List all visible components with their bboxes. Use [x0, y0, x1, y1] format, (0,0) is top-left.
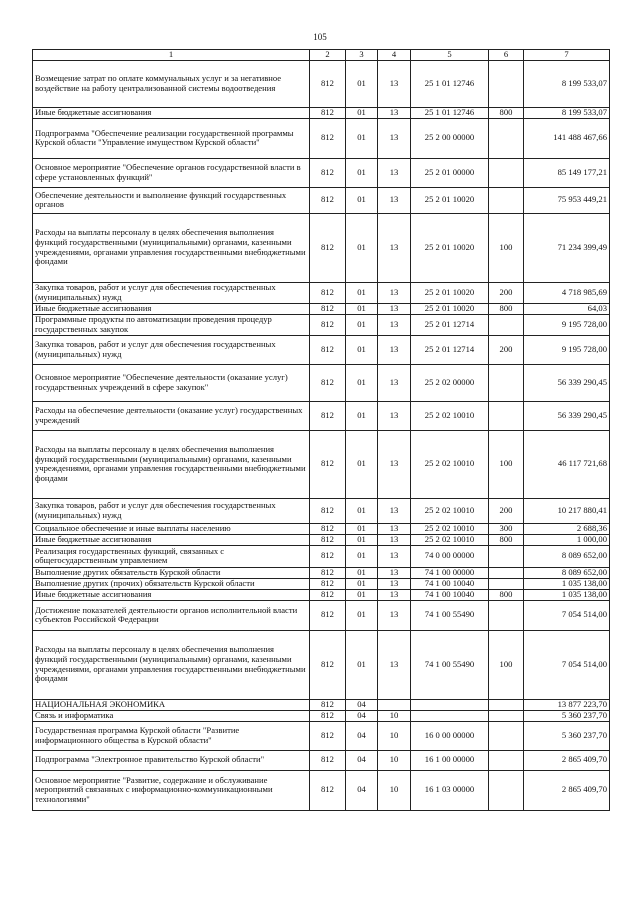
- table-body: [33, 50, 610, 811]
- row-grbs-cell: 812: [310, 60, 346, 107]
- table-row: [33, 534, 610, 545]
- row-csr-cell: 74 1 00 55490: [411, 630, 489, 699]
- row-grbs-cell: 812: [310, 770, 346, 810]
- row-csr-cell: [411, 710, 489, 721]
- row-pr-cell: 13: [378, 430, 411, 498]
- row-rz-cell: 01: [346, 523, 378, 534]
- row-grbs-cell: 812: [310, 158, 346, 187]
- row-vr-cell: [489, 545, 524, 567]
- row-grbs-cell: 812: [310, 335, 346, 364]
- row-rz-cell: 04: [346, 699, 378, 710]
- row-vr-cell: [489, 578, 524, 589]
- row-csr-cell: 25 1 01 12746: [411, 107, 489, 118]
- row-vr-cell: [489, 567, 524, 578]
- row-rz-cell: 01: [346, 600, 378, 630]
- row-name-cell: Расходы на выплаты персоналу в целях обеспечения выполнения функций государственными (муниципальными) органами, казенными учреждениями, органами управления государственными внебюджетными фондами: [33, 630, 310, 699]
- row-vr-cell: 200: [489, 498, 524, 523]
- row-rz-cell: 01: [346, 534, 378, 545]
- row-rz-cell: 01: [346, 498, 378, 523]
- row-rz-cell: 01: [346, 158, 378, 187]
- row-name-cell: Достижение показателей деятельности органов исполнительной власти субъектов Российской Федерации: [33, 600, 310, 630]
- row-rz-cell: 04: [346, 721, 378, 750]
- row-sum-cell: 10 217 880,41: [524, 498, 610, 523]
- row-pr-cell: 13: [378, 589, 411, 600]
- table-header-row: [33, 50, 610, 61]
- row-rz-cell: 04: [346, 750, 378, 770]
- table-row: [33, 118, 610, 158]
- row-sum-cell: 2 865 409,70: [524, 750, 610, 770]
- table-row: [33, 770, 610, 810]
- row-grbs-cell: 812: [310, 282, 346, 303]
- row-name-cell: Подпрограмма "Обеспечение реализации государственной программы Курской области "Управление имуществом Курской области": [33, 118, 310, 158]
- header-cell: 7: [524, 50, 610, 61]
- row-pr-cell: 13: [378, 578, 411, 589]
- row-name-cell: Основное мероприятие "Обеспечение деятельности (оказание услуг) государственных учреждений в сфере закупок": [33, 364, 310, 401]
- table-row: [33, 158, 610, 187]
- row-pr-cell: 13: [378, 335, 411, 364]
- row-sum-cell: 5 360 237,70: [524, 721, 610, 750]
- row-rz-cell: 04: [346, 770, 378, 810]
- row-grbs-cell: 812: [310, 314, 346, 335]
- table-row: [33, 401, 610, 430]
- table-row: [33, 721, 610, 750]
- row-grbs-cell: 812: [310, 699, 346, 710]
- row-sum-cell: 9 195 728,00: [524, 335, 610, 364]
- row-sum-cell: 1 000,00: [524, 534, 610, 545]
- row-grbs-cell: 812: [310, 630, 346, 699]
- row-pr-cell: 13: [378, 107, 411, 118]
- header-cell: 5: [411, 50, 489, 61]
- row-vr-cell: 800: [489, 107, 524, 118]
- row-name-cell: Расходы на выплаты персоналу в целях обеспечения выполнения функций государственными (муниципальными) органами, казенными учреждениями, органами управления государственными внебюджетными фондами: [33, 430, 310, 498]
- row-sum-cell: 64,03: [524, 303, 610, 314]
- row-name-cell: Реализация государственных функций, связанных с общегосударственным управлением: [33, 545, 310, 567]
- row-name-cell: Возмещение затрат по оплате коммунальных услуг и за негативное воздействие на работу централизованной системы водоотведения: [33, 60, 310, 107]
- row-grbs-cell: 812: [310, 534, 346, 545]
- row-pr-cell: 13: [378, 498, 411, 523]
- header-cell: 1: [33, 50, 310, 61]
- row-vr-cell: [489, 721, 524, 750]
- row-sum-cell: 4 718 985,69: [524, 282, 610, 303]
- row-sum-cell: 8 089 652,00: [524, 567, 610, 578]
- row-vr-cell: 200: [489, 335, 524, 364]
- row-vr-cell: 800: [489, 303, 524, 314]
- header-cell: 6: [489, 50, 524, 61]
- row-sum-cell: 2 688,36: [524, 523, 610, 534]
- row-name-cell: Расходы на выплаты персоналу в целях обеспечения выполнения функций государственными (муниципальными) органами, казенными учреждениями, органами управления государственными внебюджетными фондами: [33, 213, 310, 282]
- table-row: [33, 335, 610, 364]
- row-sum-cell: 7 054 514,00: [524, 600, 610, 630]
- row-sum-cell: 1 035 138,00: [524, 589, 610, 600]
- row-csr-cell: 25 2 02 10010: [411, 534, 489, 545]
- row-vr-cell: [489, 600, 524, 630]
- row-sum-cell: 71 234 399,49: [524, 213, 610, 282]
- row-sum-cell: 8 089 652,00: [524, 545, 610, 567]
- row-rz-cell: 01: [346, 545, 378, 567]
- row-grbs-cell: 812: [310, 750, 346, 770]
- row-pr-cell: [378, 699, 411, 710]
- row-pr-cell: 10: [378, 750, 411, 770]
- row-vr-cell: 100: [489, 430, 524, 498]
- row-name-cell: Обеспечение деятельности и выполнение функций государственных органов: [33, 187, 310, 213]
- row-name-cell: Закупка товаров, работ и услуг для обеспечения государственных (муниципальных) нужд: [33, 498, 310, 523]
- row-name-cell: Иные бюджетные ассигнования: [33, 589, 310, 600]
- row-rz-cell: 04: [346, 710, 378, 721]
- row-grbs-cell: 812: [310, 107, 346, 118]
- row-grbs-cell: 812: [310, 545, 346, 567]
- row-name-cell: Закупка товаров, работ и услуг для обеспечения государственных (муниципальных) нужд: [33, 282, 310, 303]
- row-rz-cell: 01: [346, 118, 378, 158]
- table-row: [33, 699, 610, 710]
- row-grbs-cell: 812: [310, 364, 346, 401]
- row-pr-cell: 13: [378, 60, 411, 107]
- row-grbs-cell: 812: [310, 721, 346, 750]
- row-vr-cell: [489, 314, 524, 335]
- row-pr-cell: 13: [378, 158, 411, 187]
- table-row: [33, 498, 610, 523]
- row-sum-cell: 8 199 533,07: [524, 60, 610, 107]
- header-cell: 4: [378, 50, 411, 61]
- row-csr-cell: 16 1 00 00000: [411, 750, 489, 770]
- row-vr-cell: 200: [489, 282, 524, 303]
- table-row: [33, 187, 610, 213]
- row-pr-cell: 13: [378, 314, 411, 335]
- row-rz-cell: 01: [346, 303, 378, 314]
- row-name-cell: Иные бюджетные ассигнования: [33, 107, 310, 118]
- row-grbs-cell: 812: [310, 430, 346, 498]
- row-rz-cell: 01: [346, 282, 378, 303]
- row-csr-cell: 25 2 01 10020: [411, 282, 489, 303]
- row-pr-cell: 13: [378, 401, 411, 430]
- row-vr-cell: [489, 710, 524, 721]
- row-csr-cell: 25 2 01 10020: [411, 303, 489, 314]
- row-name-cell: Выполнение других обязательств Курской области: [33, 567, 310, 578]
- row-vr-cell: 800: [489, 534, 524, 545]
- header-cell: 3: [346, 50, 378, 61]
- row-grbs-cell: 812: [310, 589, 346, 600]
- row-csr-cell: 74 1 00 55490: [411, 600, 489, 630]
- table-row: [33, 60, 610, 107]
- row-rz-cell: 01: [346, 589, 378, 600]
- row-csr-cell: 25 2 02 10010: [411, 430, 489, 498]
- table-row: [33, 213, 610, 282]
- table-row: [33, 303, 610, 314]
- row-sum-cell: 5 360 237,70: [524, 710, 610, 721]
- row-name-cell: Основное мероприятие "Обеспечение органов государственной власти в сфере установленных функций": [33, 158, 310, 187]
- table-row: [33, 107, 610, 118]
- row-vr-cell: [489, 187, 524, 213]
- row-csr-cell: 25 2 01 12714: [411, 335, 489, 364]
- row-sum-cell: 56 339 290,45: [524, 401, 610, 430]
- row-sum-cell: 46 117 721,68: [524, 430, 610, 498]
- row-sum-cell: 141 488 467,66: [524, 118, 610, 158]
- row-sum-cell: 13 877 223,70: [524, 699, 610, 710]
- row-grbs-cell: 812: [310, 303, 346, 314]
- row-name-cell: Государственная программа Курской области "Развитие информационного общества в Курской области": [33, 721, 310, 750]
- row-name-cell: Программные продукты по автоматизации проведения процедур государственных закупок: [33, 314, 310, 335]
- row-grbs-cell: 812: [310, 187, 346, 213]
- row-pr-cell: 13: [378, 187, 411, 213]
- row-grbs-cell: 812: [310, 213, 346, 282]
- row-rz-cell: 01: [346, 107, 378, 118]
- row-vr-cell: 800: [489, 589, 524, 600]
- row-csr-cell: 25 2 01 12714: [411, 314, 489, 335]
- header-cell: 2: [310, 50, 346, 61]
- row-rz-cell: 01: [346, 630, 378, 699]
- row-vr-cell: 100: [489, 213, 524, 282]
- row-name-cell: Связь и информатика: [33, 710, 310, 721]
- row-rz-cell: 01: [346, 430, 378, 498]
- table-row: [33, 430, 610, 498]
- row-csr-cell: 25 2 02 10010: [411, 523, 489, 534]
- row-vr-cell: [489, 401, 524, 430]
- table-row: [33, 710, 610, 721]
- row-sum-cell: 7 054 514,00: [524, 630, 610, 699]
- row-name-cell: Основное мероприятие "Развитие, содержание и обслуживание мероприятий связанных с информационно-коммуникационными технологиями": [33, 770, 310, 810]
- row-sum-cell: 75 953 449,21: [524, 187, 610, 213]
- row-sum-cell: 2 865 409,70: [524, 770, 610, 810]
- table-row: [33, 567, 610, 578]
- row-pr-cell: 13: [378, 567, 411, 578]
- row-grbs-cell: 812: [310, 578, 346, 589]
- row-pr-cell: 13: [378, 523, 411, 534]
- row-pr-cell: 13: [378, 118, 411, 158]
- row-csr-cell: 25 2 01 10020: [411, 213, 489, 282]
- table-row: [33, 523, 610, 534]
- row-pr-cell: 10: [378, 721, 411, 750]
- row-sum-cell: 1 035 138,00: [524, 578, 610, 589]
- row-grbs-cell: 812: [310, 401, 346, 430]
- row-csr-cell: 74 0 00 00000: [411, 545, 489, 567]
- row-vr-cell: [489, 750, 524, 770]
- row-vr-cell: 300: [489, 523, 524, 534]
- row-csr-cell: 16 1 03 00000: [411, 770, 489, 810]
- row-vr-cell: 100: [489, 630, 524, 699]
- row-name-cell: Иные бюджетные ассигнования: [33, 534, 310, 545]
- row-grbs-cell: 812: [310, 523, 346, 534]
- table-row: [33, 578, 610, 589]
- row-pr-cell: 13: [378, 534, 411, 545]
- row-csr-cell: 25 2 02 10010: [411, 498, 489, 523]
- row-name-cell: Расходы на обеспечение деятельности (оказание услуг) государственных учреждений: [33, 401, 310, 430]
- row-name-cell: Закупка товаров, работ и услуг для обеспечения государственных (муниципальных) нужд: [33, 335, 310, 364]
- row-csr-cell: 16 0 00 00000: [411, 721, 489, 750]
- row-csr-cell: 25 1 01 12746: [411, 60, 489, 107]
- row-csr-cell: 25 2 00 00000: [411, 118, 489, 158]
- row-vr-cell: [489, 770, 524, 810]
- row-grbs-cell: 812: [310, 600, 346, 630]
- row-rz-cell: 01: [346, 401, 378, 430]
- row-name-cell: Иные бюджетные ассигнования: [33, 303, 310, 314]
- row-csr-cell: 74 1 00 10040: [411, 578, 489, 589]
- budget-table: [32, 49, 610, 811]
- row-vr-cell: [489, 60, 524, 107]
- row-grbs-cell: 812: [310, 498, 346, 523]
- row-pr-cell: 10: [378, 770, 411, 810]
- table-row: [33, 364, 610, 401]
- row-csr-cell: 25 2 02 00000: [411, 364, 489, 401]
- row-rz-cell: 01: [346, 578, 378, 589]
- row-name-cell: Подпрограмма "Электронное правительство Курской области": [33, 750, 310, 770]
- row-csr-cell: 25 2 01 10020: [411, 187, 489, 213]
- row-csr-cell: 74 1 00 10040: [411, 589, 489, 600]
- row-pr-cell: 13: [378, 545, 411, 567]
- row-pr-cell: 13: [378, 282, 411, 303]
- row-grbs-cell: 812: [310, 567, 346, 578]
- row-rz-cell: 01: [346, 213, 378, 282]
- row-rz-cell: 01: [346, 60, 378, 107]
- row-vr-cell: [489, 699, 524, 710]
- row-csr-cell: [411, 699, 489, 710]
- row-vr-cell: [489, 158, 524, 187]
- row-pr-cell: 13: [378, 630, 411, 699]
- table-row: [33, 750, 610, 770]
- table-row: [33, 282, 610, 303]
- row-csr-cell: 25 2 01 00000: [411, 158, 489, 187]
- row-pr-cell: 13: [378, 213, 411, 282]
- row-pr-cell: 13: [378, 600, 411, 630]
- table-row: [33, 600, 610, 630]
- row-pr-cell: 10: [378, 710, 411, 721]
- row-sum-cell: 9 195 728,00: [524, 314, 610, 335]
- row-sum-cell: 8 199 533,07: [524, 107, 610, 118]
- page-number: 105: [313, 32, 327, 42]
- row-vr-cell: [489, 118, 524, 158]
- row-vr-cell: [489, 364, 524, 401]
- row-rz-cell: 01: [346, 187, 378, 213]
- row-rz-cell: 01: [346, 364, 378, 401]
- row-grbs-cell: 812: [310, 710, 346, 721]
- row-rz-cell: 01: [346, 567, 378, 578]
- table-row: [33, 630, 610, 699]
- row-pr-cell: 13: [378, 364, 411, 401]
- row-sum-cell: 56 339 290,45: [524, 364, 610, 401]
- row-rz-cell: 01: [346, 335, 378, 364]
- row-grbs-cell: 812: [310, 118, 346, 158]
- row-csr-cell: 25 2 02 10010: [411, 401, 489, 430]
- row-rz-cell: 01: [346, 314, 378, 335]
- row-name-cell: НАЦИОНАЛЬНАЯ ЭКОНОМИКА: [33, 699, 310, 710]
- table-row: [33, 545, 610, 567]
- row-name-cell: Выполнение других (прочих) обязательств Курской области: [33, 578, 310, 589]
- row-csr-cell: 74 1 00 00000: [411, 567, 489, 578]
- table-row: [33, 589, 610, 600]
- row-name-cell: Социальное обеспечение и иные выплаты населению: [33, 523, 310, 534]
- row-pr-cell: 13: [378, 303, 411, 314]
- row-sum-cell: 85 149 177,21: [524, 158, 610, 187]
- table-row: [33, 314, 610, 335]
